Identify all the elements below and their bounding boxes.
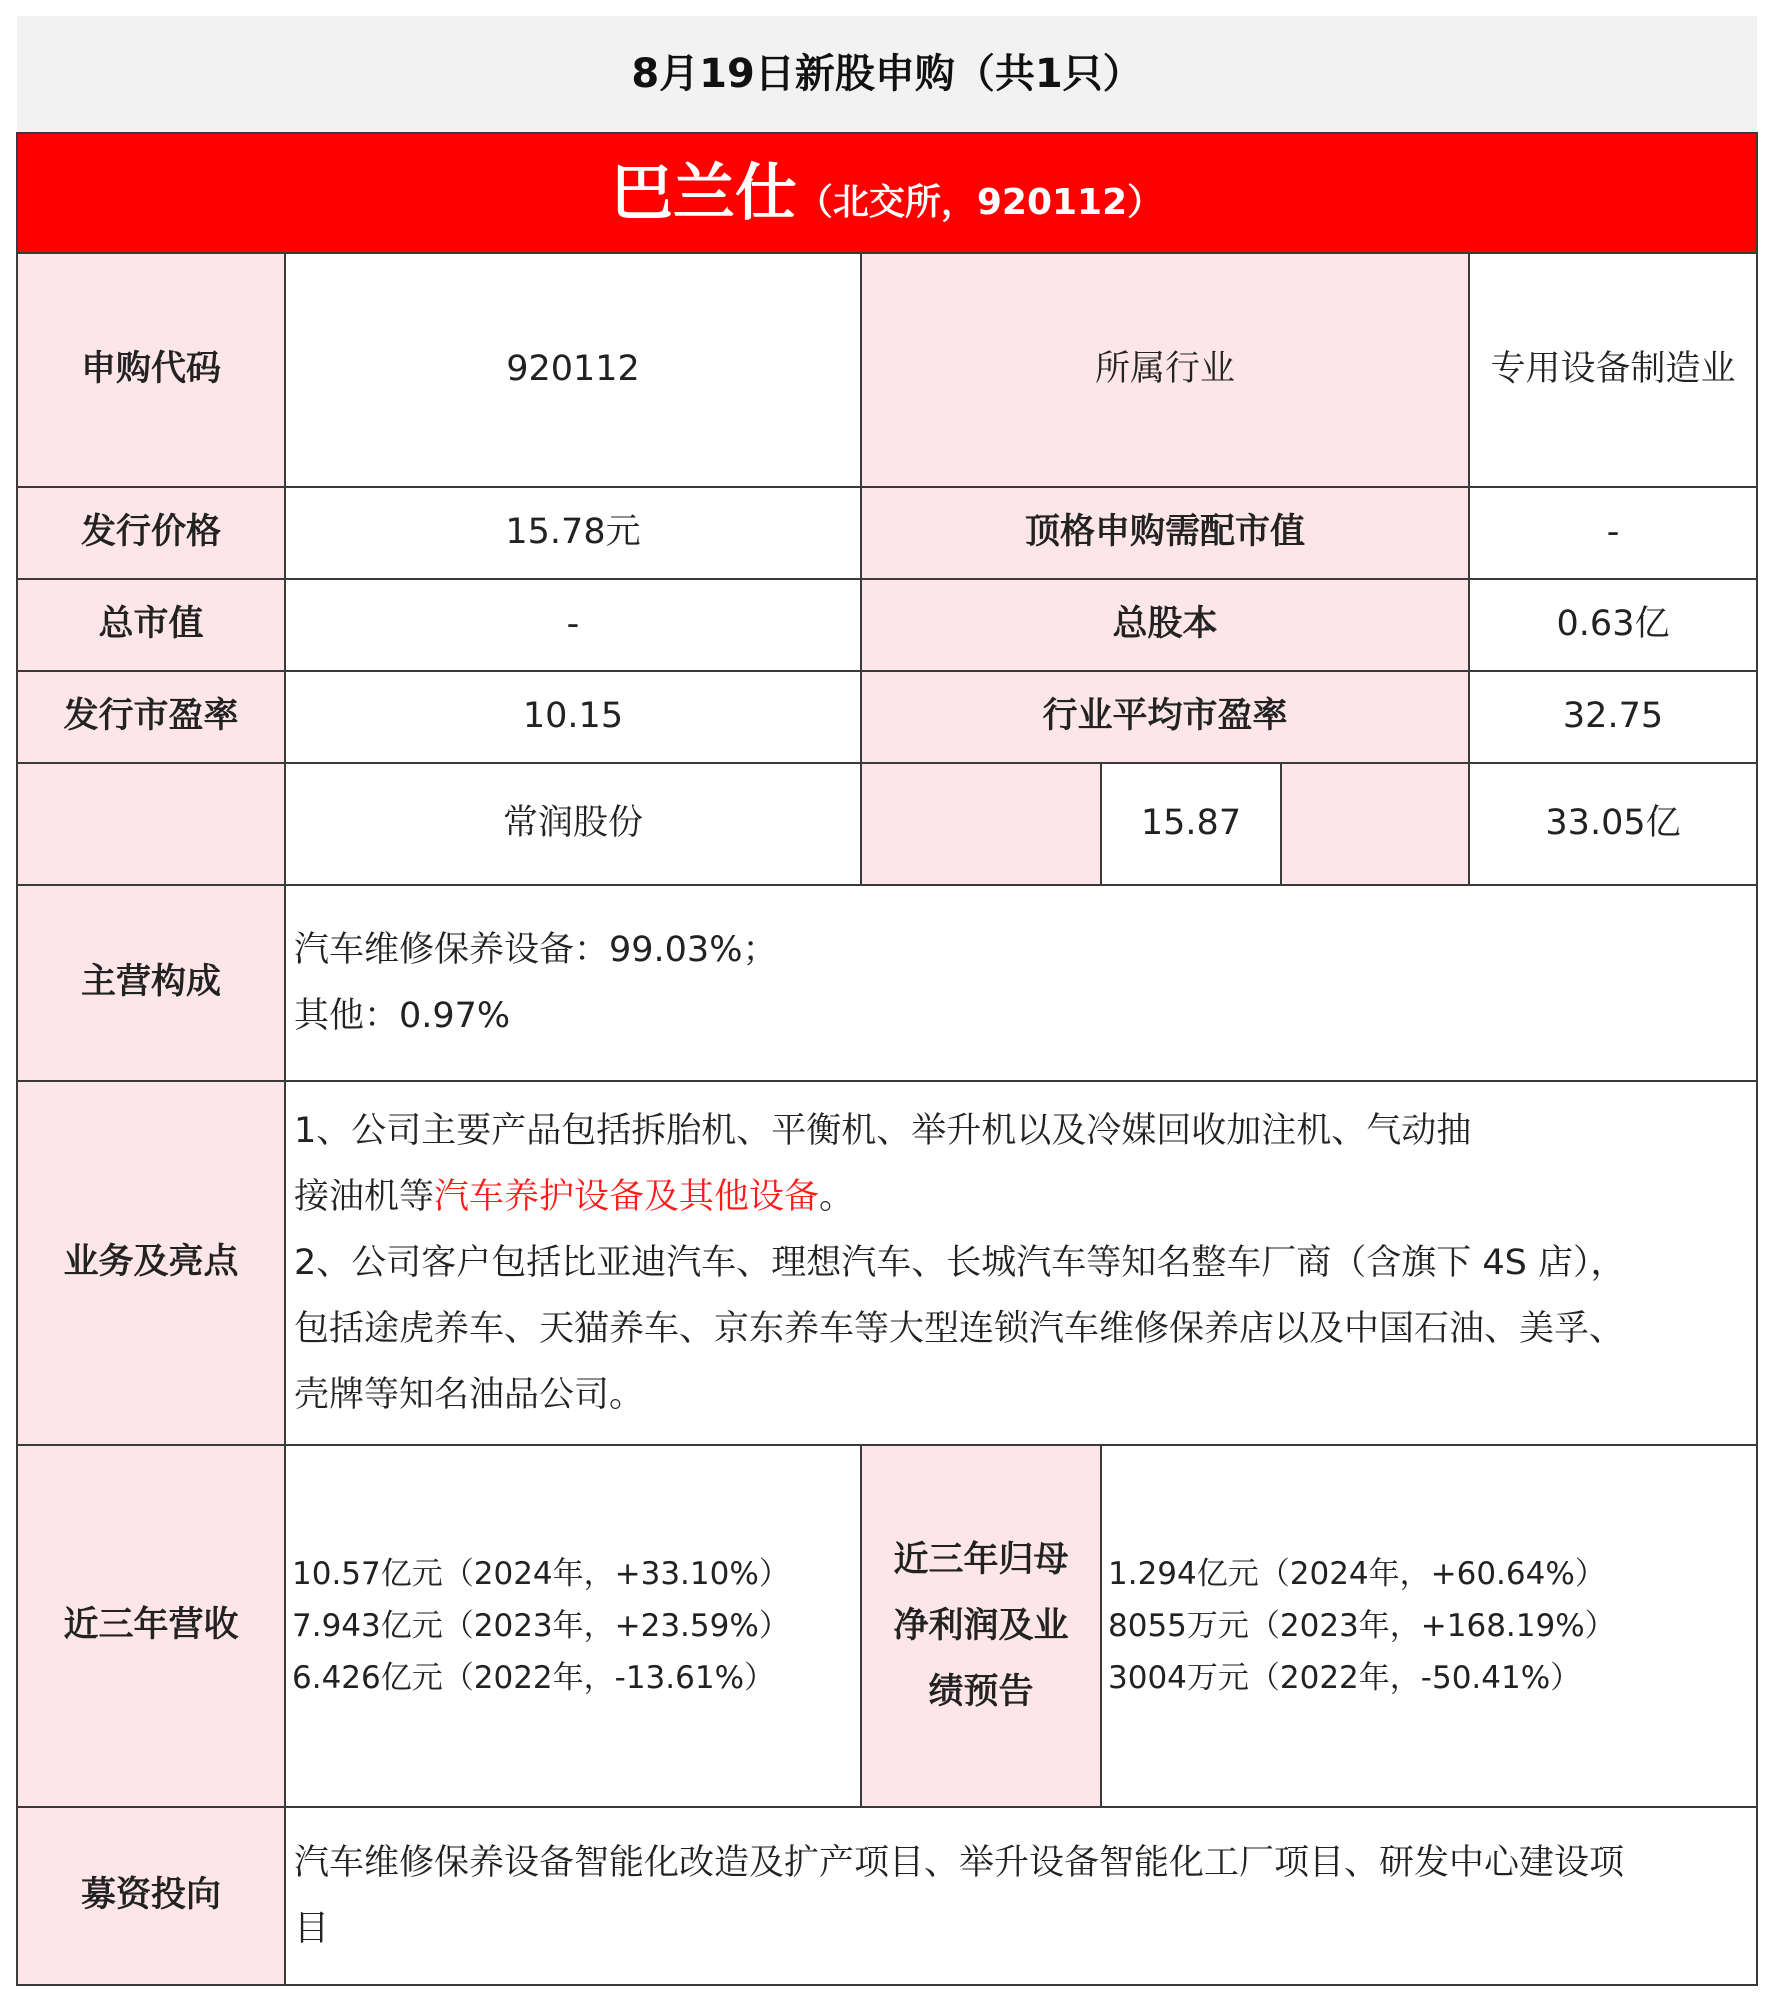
- highlighted-phrase: 汽车养护设备及其他设备: [434, 1177, 820, 1217]
- revenue-line: 6.426亿元（2022年，-13.61%）: [292, 1660, 776, 1696]
- fundraising-label: 募资投向: [17, 1807, 285, 1985]
- industry-avg-pe-value: 32.75: [1469, 671, 1757, 763]
- page-title: 8月19日新股申购（共1只）: [17, 16, 1757, 133]
- peer-market-cap-value: 33.05亿: [1469, 763, 1757, 885]
- issue-pe-value: 10.15: [285, 671, 861, 763]
- net-profit-line: 1.294亿元（2024年，+60.64%）: [1108, 1556, 1606, 1592]
- issue-price-label: 发行价格: [17, 487, 285, 579]
- main-business-label: 主营构成: [17, 885, 285, 1081]
- peer-empty-label: [17, 763, 285, 885]
- net-profit-label-line: 净利润及业: [893, 1606, 1069, 1646]
- industry-avg-pe-label: 行业平均市盈率: [861, 671, 1469, 763]
- total-share-capital-value: 0.63亿: [1469, 579, 1757, 671]
- highlights-line: 包括途虎养车、天猫养车、京东养车等大型连锁汽车维修保养店以及中国石油、美孚、: [294, 1309, 1625, 1349]
- net-profit-line: 8055万元（2023年，+168.19%）: [1108, 1608, 1616, 1644]
- highlights-line2-prefix: 接油机等: [294, 1177, 435, 1217]
- main-business-content: [285, 885, 1757, 1081]
- subscription-code-label: 申购代码: [17, 253, 285, 487]
- main-business-line: 其他：0.97%: [294, 996, 511, 1036]
- total-market-cap-value: -: [285, 579, 861, 671]
- net-profit-label-line: 绩预告: [928, 1672, 1034, 1712]
- industry-label: 所属行业: [861, 253, 1469, 487]
- fundraising-line: 目: [294, 1909, 330, 1949]
- net-profit-label: [861, 1445, 1101, 1807]
- company-banner: [17, 133, 1757, 253]
- issue-pe-label: 发行市盈率: [17, 671, 285, 763]
- total-market-cap-label: 总市值: [17, 579, 285, 671]
- highlights-label: 业务及亮点: [17, 1081, 285, 1445]
- total-share-capital-label: 总股本: [861, 579, 1469, 671]
- net-profit-content: [1101, 1445, 1757, 1807]
- net-profit-label-line: 近三年归母: [893, 1540, 1069, 1580]
- subscription-code-value: 920112: [285, 253, 861, 487]
- company-market-code: （北交所，920112）: [796, 181, 1164, 223]
- highlights-line: 壳牌等知名油品公司。: [294, 1375, 645, 1415]
- peer-empty-cell-b: [1281, 763, 1469, 885]
- peer-company-name: 常润股份: [285, 763, 861, 885]
- issue-price-value: 15.78元: [285, 487, 861, 579]
- net-profit-line: 3004万元（2022年，-50.41%）: [1108, 1660, 1582, 1696]
- revenue-line: 10.57亿元（2024年，+33.10%）: [292, 1556, 790, 1592]
- ipo-subscription-sheet: [16, 16, 1756, 1986]
- required-market-value-value: -: [1469, 487, 1757, 579]
- required-market-value-label: 顶格申购需配市值: [861, 487, 1469, 579]
- industry-value: 专用设备制造业: [1469, 253, 1757, 487]
- fundraising-line: 汽车维修保养设备智能化改造及扩产项目、举升设备智能化工厂项目、研发中心建设项: [294, 1843, 1625, 1883]
- company-name: 巴兰仕: [610, 155, 797, 229]
- revenue-content: [285, 1445, 861, 1807]
- fundraising-content: [285, 1807, 1757, 1985]
- highlights-line: 2、公司客户包括比亚迪汽车、理想汽车、长城汽车等知名整车厂商（含旗下 4S 店），: [294, 1243, 1626, 1283]
- highlights-content: [285, 1081, 1757, 1445]
- highlights-line2-suffix: 。: [819, 1177, 855, 1217]
- highlights-line: [294, 1164, 1748, 1230]
- highlights-line: 1、公司主要产品包括拆胎机、平衡机、举升机以及冷媒回收加注机、气动抽: [294, 1111, 1472, 1151]
- ipo-info-table: [16, 16, 1758, 1986]
- peer-empty-cell-a: [861, 763, 1101, 885]
- main-business-line: 汽车维修保养设备：99.03%；: [294, 930, 778, 970]
- revenue-line: 7.943亿元（2023年，+23.59%）: [292, 1608, 790, 1644]
- peer-pe-value: 15.87: [1101, 763, 1281, 885]
- revenue-label: 近三年营收: [17, 1445, 285, 1807]
